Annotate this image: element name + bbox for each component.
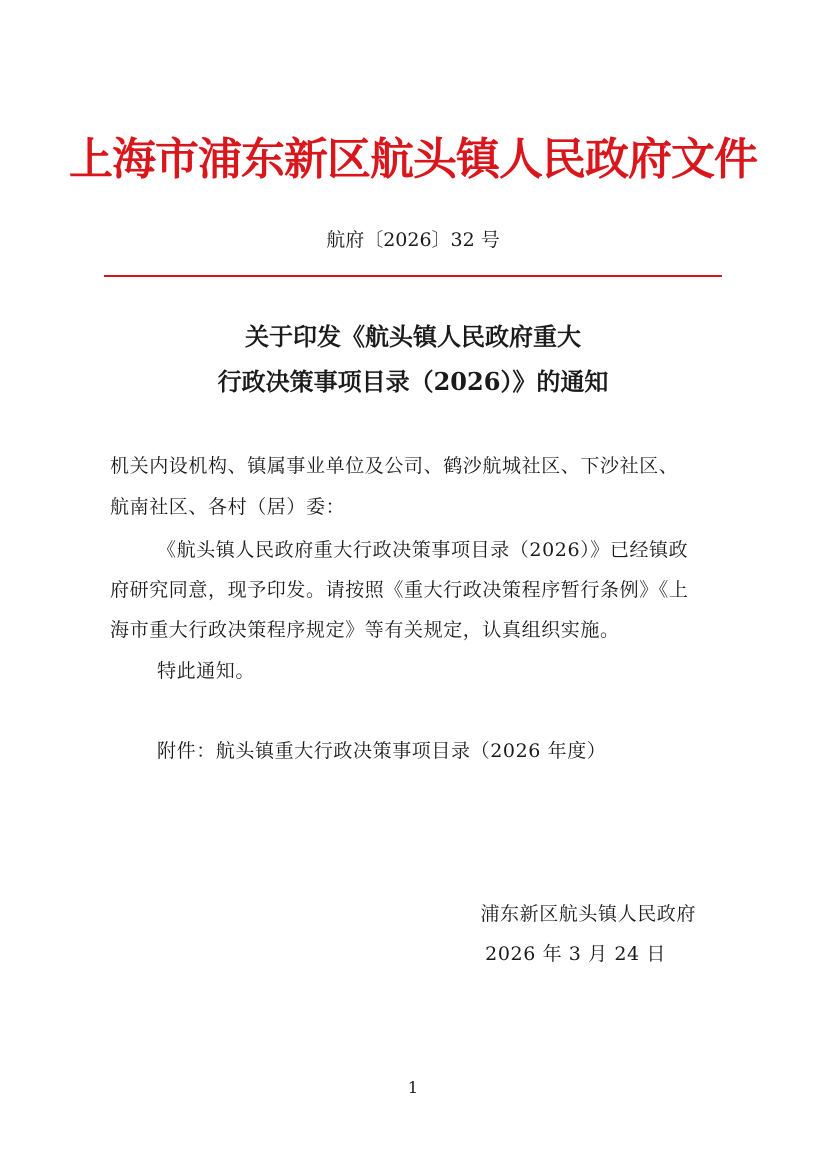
body-paragraph-line-2: 府研究同意，现予印发。请按照《重大行政决策程序暂行条例》《上 [110,579,689,601]
subject-title-line-2: 行政决策事项目录（2026）》的通知 [217,367,609,396]
subject-title-line-1: 关于印发《航头镇人民政府重大 [245,322,581,351]
header-divider [104,275,722,277]
issuer-header-title: 上海市浦东新区航头镇人民政府文件 [69,134,757,185]
addressee-line-1: 机关内设机构、镇属事业单位及公司、鹤沙航城社区、下沙社区、 [110,455,679,477]
attachment-note: 附件：航头镇重大行政决策事项目录（2026 年度） [157,740,607,762]
body-paragraph-line-3: 海市重大行政决策程序规定》等有关规定，认真组织实施。 [110,619,620,641]
closing-text: 特此通知。 [157,660,256,682]
body-paragraph-line-1: 《航头镇人民政府重大行政决策事项目录（2026）》已经镇政 [157,539,689,561]
document-number: 航府〔2026〕32 号 [326,229,500,251]
page-number: 1 [407,1078,419,1097]
signature-date: 2026 年 3 月 24 日 [485,943,666,965]
signature-organization: 浦东新区航头镇人民政府 [480,903,696,925]
addressee-line-2: 航南社区、各村（居）委： [110,496,346,518]
